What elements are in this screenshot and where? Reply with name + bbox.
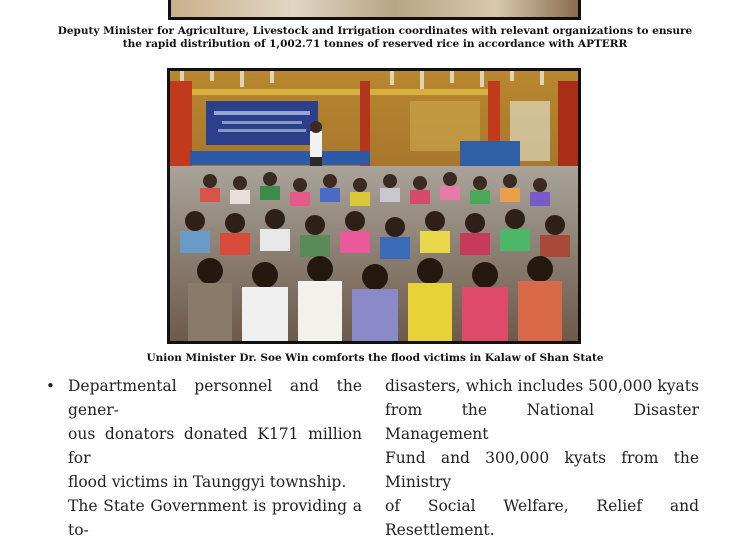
left-column xyxy=(46,374,362,542)
left-line-3: flood victims in Taunggyi township. xyxy=(68,473,347,491)
right-line-1: disasters, which includes 500,000 kyats xyxy=(385,377,699,395)
left-line-2: ous donators donated K171 million for xyxy=(68,425,362,467)
right-column xyxy=(385,374,699,542)
main-photo xyxy=(167,68,581,344)
caption-top xyxy=(0,25,750,51)
bullet-dot: • xyxy=(46,377,55,395)
flood-victims-photo xyxy=(170,71,578,341)
right-line-4: of Social Welfare, Relief and Resettlement. xyxy=(385,497,699,539)
left-line-4: The State Government is providing a to- xyxy=(68,497,362,539)
bullet-paragraph xyxy=(46,374,362,542)
caption-top-line-2: the rapid distribution of 1,002.71 tonnes of reserved rice in accordance with APTERR xyxy=(122,38,628,50)
caption-top-line-1: Deputy Minister for Agriculture, Livestock and Irrigation coordinates with relevant organizations to ensure xyxy=(57,25,693,37)
right-line-2: from the National Disaster Management xyxy=(385,401,699,443)
top-photo xyxy=(168,0,581,20)
left-line-1: Departmental personnel and the gener- xyxy=(68,377,362,419)
caption-main: Union Minister Dr. Soe Win comforts the flood victims in Kalaw of Shan State xyxy=(146,352,604,364)
right-line-3: Fund and 300,000 kyats from the Ministry xyxy=(385,449,699,491)
